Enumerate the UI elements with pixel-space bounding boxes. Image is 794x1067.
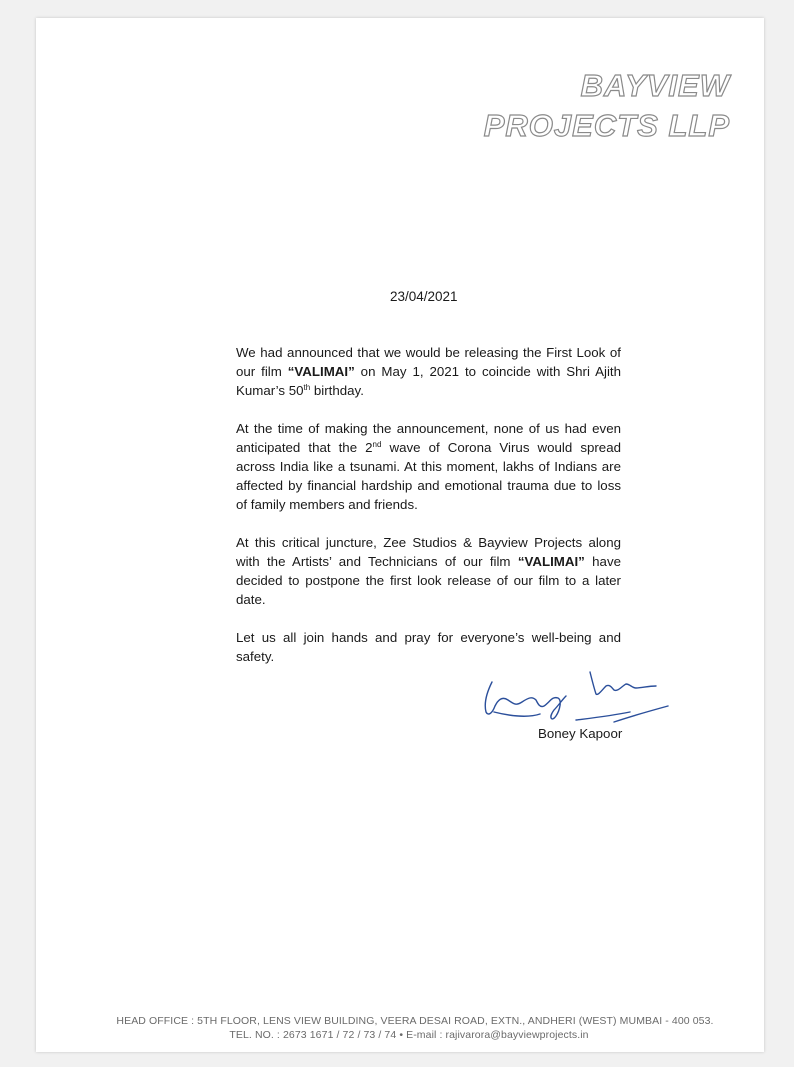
p1-text-c: birthday. <box>310 383 364 398</box>
letter-body <box>236 343 621 685</box>
signature-image <box>480 654 680 724</box>
footer-line-1: HEAD OFFICE : 5TH FLOOR, LENS VIEW BUILDING, VEERA DESAI ROAD, EXTN., ANDHERI (WEST) MUMBAI - 400 053. <box>116 1015 714 1027</box>
logo-line-2: PROJECTS LLP <box>483 108 730 143</box>
signature-strokes <box>485 672 668 722</box>
signatory-name: Boney Kapoor <box>538 726 623 741</box>
p3-text-a: At this critical juncture, Zee Studios & Bayview Projects along with the Artists’ and Technicians of our film <box>236 535 621 569</box>
logo-line-1: BAYVIEW <box>580 68 730 103</box>
signature-stroke-3 <box>590 672 656 694</box>
p1-film-title: “VALIMAI” <box>287 364 355 379</box>
letter-date: 23/04/2021 <box>390 289 458 304</box>
p1-text-a: We had announced that we would be releasing the First Look of our film <box>236 345 621 379</box>
letter-page <box>36 18 764 1052</box>
p3-film-title: “VALIMAI” <box>517 554 585 569</box>
footer-line-2: TEL. NO. : 2673 1671 / 72 / 73 / 74 • E-mail : rajivarora@bayviewprojects.in <box>229 1029 589 1041</box>
p2-superscript: nd <box>372 440 382 449</box>
p1-superscript: th <box>303 383 311 392</box>
paragraph-4: Let us all join hands and pray for everyone’s well-being and safety. <box>236 630 621 664</box>
company-logo <box>484 66 730 146</box>
paragraph-1 <box>236 343 621 400</box>
paragraph-3 <box>236 533 621 609</box>
p3-text-b: have decided to postpone the first look release of our film to a later date. <box>236 554 621 607</box>
footer-address <box>36 1014 764 1042</box>
p2-text-a: At the time of making the announcement, none of us had even anticipated that the 2 <box>236 421 621 455</box>
signature-stroke-2 <box>494 712 540 716</box>
p2-text-b: wave of Corona Virus would spread across India like a tsunami. At this moment, lakhs of Indians are affected by financial hardship and emotional trauma due to loss of family members and friends. <box>236 440 621 512</box>
paragraph-2 <box>236 419 621 514</box>
p1-text-b: on May 1, 2021 to coincide with Shri Ajith Kumar’s 50 <box>236 364 621 398</box>
